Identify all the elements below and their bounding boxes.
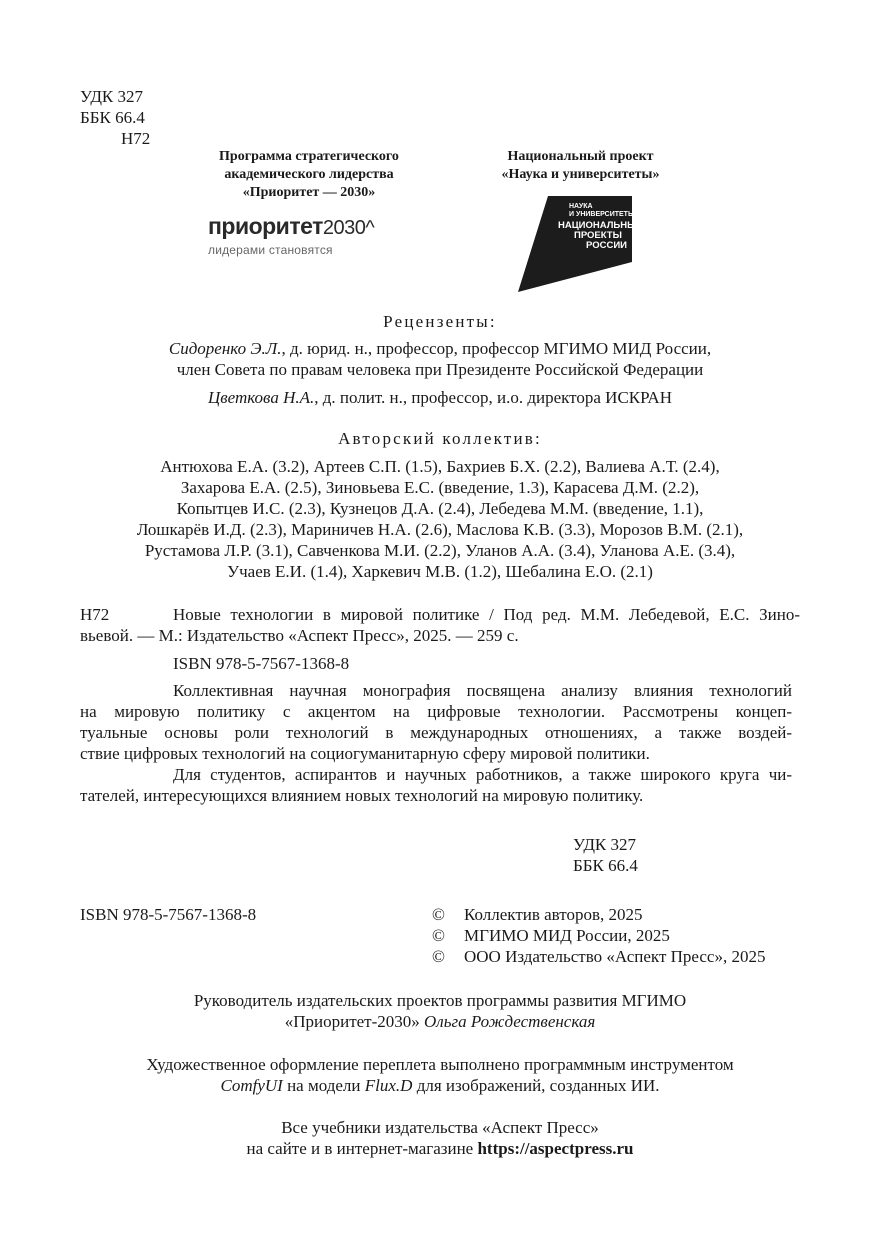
design-tool: ComfyUI <box>220 1076 283 1095</box>
reviewer-2-name: Цветкова Н.А. <box>208 388 315 407</box>
reviewer-1-credentials: , д. юрид. н., профессор, профессор МГИМО МИД России, <box>281 339 712 358</box>
bib-isbn: ISBN 978-5-7567-1368-8 <box>173 654 350 673</box>
author-line: Учаев Е.И. (1.4), Харкевич М.В. (1.2), Шебалина Е.О. (2.1) <box>227 562 653 581</box>
program-line: Программа стратегического <box>219 149 399 164</box>
head-of-projects-name: Ольга Рождественская <box>424 1012 596 1031</box>
np-logo-line: НАЦИОНАЛЬНЫЕ <box>558 220 643 231</box>
priority-2030-logo <box>208 213 374 257</box>
reviewers-heading: Рецензенты: <box>383 312 497 331</box>
priority-logo-wordmark: приоритет2030^ <box>208 213 375 239</box>
reviewer-2 <box>80 387 800 408</box>
copyright-item: © МГИМО МИД России, 2025 <box>432 926 670 945</box>
reviewer-1-membership: член Совета по правам человека при Президенте Российской Федерации <box>176 360 704 379</box>
store-link-line: на сайте и в интернет-магазине https://aspectpress.ru <box>246 1139 634 1158</box>
audience-line: тателей, интересующихся влиянием новых технологий на мировую политику. <box>80 786 644 805</box>
np-logo-line: ПРОЕКТЫ <box>574 230 622 241</box>
bib-line: Новые технологии в мировой политике / Под ред. М.М. Лебедевой, Е.С. Зино- <box>173 605 800 624</box>
bib-author-mark: Н72 <box>80 605 110 624</box>
priority-logo-slogan: лидерами становятся <box>208 243 333 257</box>
bbk-code: ББК 66.4 <box>80 108 145 127</box>
program-caption <box>178 148 440 202</box>
copyright-list <box>432 904 765 967</box>
design-note: Художественное оформление переплета выполнено программным инструментом <box>146 1055 734 1074</box>
bibliographic-record <box>80 604 872 674</box>
copyright-item: © ООО Издательство «Аспект Пресс», 2025 <box>432 947 766 966</box>
abstract-line: на мировую политику с акцентом на цифровые технологии. Рассмотрены концеп- <box>80 702 792 721</box>
np-logo-line: И УНИВЕРСИТЕТЫ <box>569 211 635 218</box>
abstract-line: ствие цифровых технологий на социогуманитарную сферу мировой политики. <box>80 744 650 763</box>
abstract-paragraph <box>80 680 792 806</box>
reviewer-1-name: Сидоренко Э.Л. <box>168 339 282 358</box>
isbn-bottom: ISBN 978-5-7567-1368-8 <box>80 905 257 924</box>
author-line: Антюхова Е.А. (3.2), Артеев С.П. (1.5), Бахриев Б.Х. (2.2), Валиева А.Т. (2.4), <box>160 457 720 476</box>
program-line: «Приоритет — 2030» <box>242 185 376 200</box>
author-line: Лошкарёв И.Д. (2.3), Мариничев Н.А. (2.6), Маслова К.В. (3.3), Морозов В.М. (2.1), <box>136 520 744 539</box>
design-note-tools: ComfyUI на модели Flux.D для изображений, созданных ИИ. <box>220 1076 660 1095</box>
abstract-line: Коллективная научная монография посвящена анализу влияния технологий <box>173 681 792 700</box>
national-projects-logo <box>514 194 644 294</box>
copyright-icon: © <box>432 905 445 924</box>
program-line: академического лидерства <box>224 167 394 182</box>
national-project-line: «Наука и университеты» <box>501 167 660 182</box>
reviewer-1 <box>80 338 800 359</box>
head-of-projects-name-line: «Приоритет-2030» Ольга Рождественская <box>284 1012 596 1031</box>
store-note: Все учебники издательства «Аспект Пресс» <box>281 1118 599 1137</box>
bbk-code-bottom: ББК 66.4 <box>573 856 638 875</box>
priority-logo-year: 2030^ <box>322 217 375 239</box>
top-index-block <box>80 86 150 149</box>
copyright-icon: © <box>432 926 445 945</box>
np-logo-line: РОССИИ <box>586 240 627 251</box>
author-line: Рустамова Л.Р. (3.1), Савченкова М.И. (2.2), Уланов А.А. (3.4), Уланова А.Е. (3.4), <box>144 541 736 560</box>
udk-code: УДК 327 <box>80 87 144 106</box>
national-project-caption <box>458 148 703 184</box>
authors-heading: Авторский коллектив: <box>338 429 542 448</box>
reviewer-2-credentials: , д. полит. н., профессор, и.о. директора ИСКРАН <box>314 388 672 407</box>
design-model: Flux.D <box>364 1076 413 1095</box>
udk-code-bottom: УДК 327 <box>573 835 637 854</box>
np-logo-line: НАУКА <box>569 203 593 210</box>
copyright-icon: © <box>432 947 445 966</box>
head-of-projects-title: Руководитель издательских проектов программы развития МГИМО <box>193 991 687 1010</box>
copyright-item: © Коллектив авторов, 2025 <box>432 905 643 924</box>
author-line: Копытцев И.С. (2.3), Кузнецов Д.А. (2.4), Лебедева М.М. (введение, 1.1), <box>176 499 704 518</box>
author-mark: Н72 <box>121 129 151 148</box>
national-project-line: Национальный проект <box>507 149 654 164</box>
author-line: Захарова Е.А. (2.5), Зиновьева Е.С. (введение, 1.3), Карасева Д.М. (2.2), <box>180 478 700 497</box>
bib-line: вьевой. — М.: Издательство «Аспект Пресс», 2025. — 259 с. <box>80 626 519 645</box>
abstract-line: туальные основы роли технологий в международных отношениях, а также воздей- <box>80 723 792 742</box>
store-url-link[interactable]: https://aspectpress.ru <box>477 1139 634 1158</box>
audience-line: Для студентов, аспирантов и научных работников, а также широкого круга чи- <box>173 765 792 784</box>
